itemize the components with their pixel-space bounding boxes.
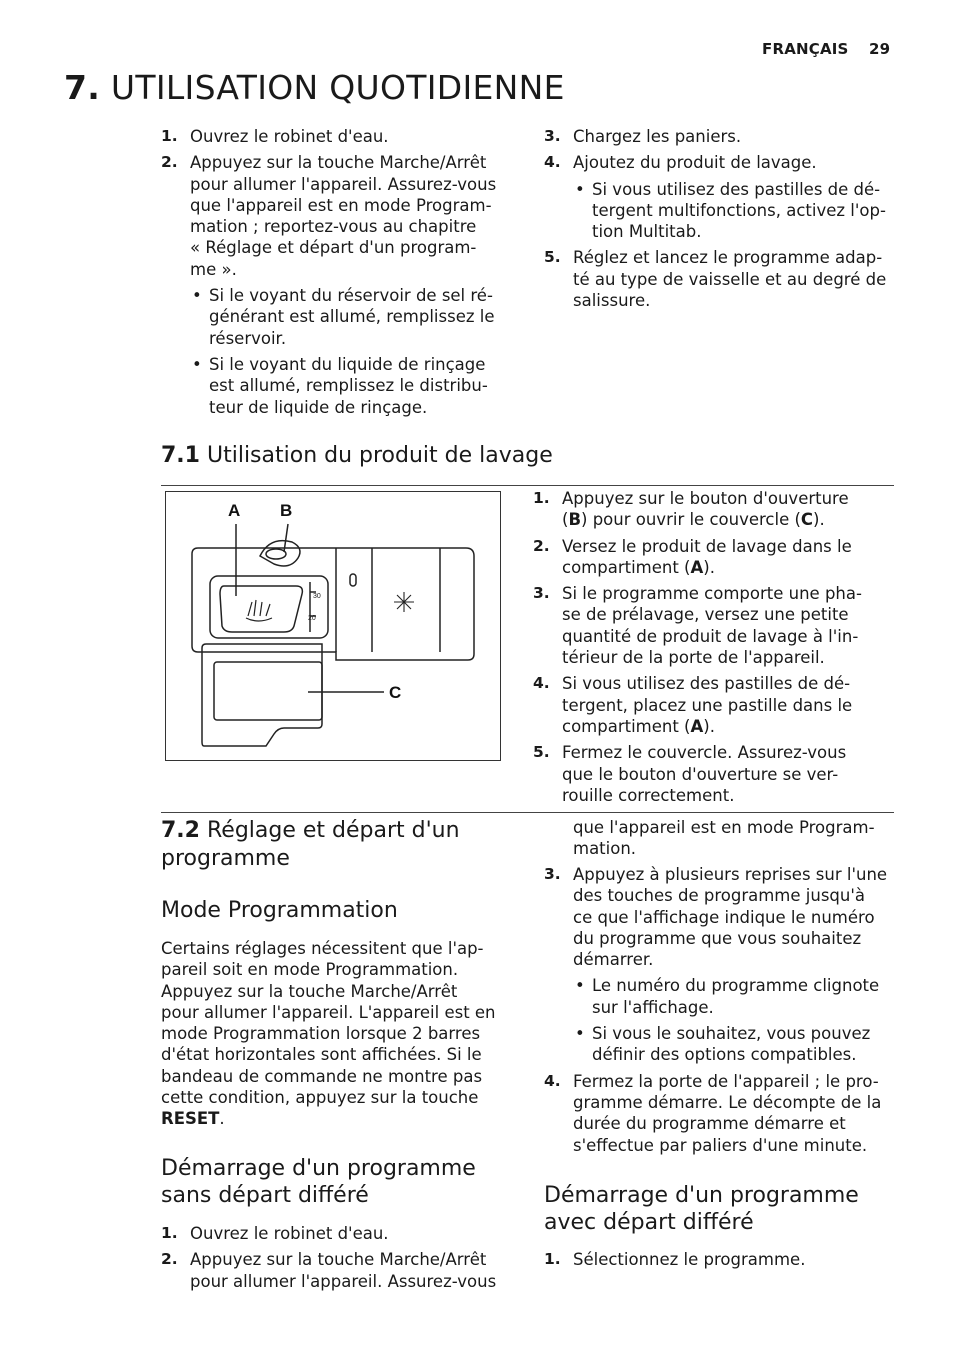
bullet-item: • Si vous le souhaitez, vous pouvez définir des options compatibles. [575, 1024, 871, 1065]
list-item: 3. Si le programme comporte une pha- se de prélavage, versez une petite quantité de produit de lavage à l'in- térieur de la porte de l'appareil. [533, 584, 862, 668]
programme-steps-right [544, 864, 904, 1161]
figure-label-a: A [228, 501, 241, 520]
avec-depart-steps [544, 1249, 904, 1275]
intro-steps-right [544, 126, 904, 316]
intro-steps-left [161, 126, 513, 423]
detergent-steps [533, 488, 897, 811]
divider [161, 485, 894, 486]
bullet-item: • Si le voyant du réservoir de sel ré- générant est allumé, remplissez le réservoir. [192, 286, 495, 348]
bullet-list [190, 285, 513, 418]
scale-label-30: 30 [313, 593, 321, 600]
figure-label-b: B [280, 501, 293, 520]
list-item: 1. Sélectionnez le programme. [544, 1250, 806, 1269]
continued-step-text: que l'appareil est en mode Program- mation. [573, 818, 875, 859]
sans-depart-steps [161, 1223, 513, 1297]
detergent-dispenser-figure [165, 491, 501, 761]
mode-programmation-heading: Mode Programmation [161, 898, 398, 923]
chapter-title [64, 68, 565, 107]
reset-keyword: RESET [161, 1109, 220, 1129]
header-language: FRANÇAIS [762, 40, 849, 58]
bullet-item: • Si vous utilisez des pastilles de dé- tergent multifonctions, activez l'op- tion Multitab. [575, 179, 886, 242]
list-item: 1. Ouvrez le robinet d'eau. [161, 1224, 389, 1243]
list-item: 4. Ajoutez du produit de lavage. • Si vous utilisez des pastilles de dé- tergent multifonctions, activez l'op- tion Multitab. [544, 152, 904, 242]
list-item: 1. Ouvrez le robinet d'eau. [161, 127, 389, 146]
figure-label-c: C [389, 683, 402, 702]
chapter-title-text: UTILISATION QUOTIDIENNE [110, 68, 565, 107]
avec-depart-heading: Démarrage d'un programme avec départ différé [544, 1183, 859, 1235]
list-item: 2. Appuyez sur la touche Marche/Arrêt pour allumer l'appareil. Assurez-vous [161, 1250, 497, 1291]
list-item: 2. Appuyez sur la touche Marche/Arrêt pour allumer l'appareil. Assurez-vous que l'appareil est en mode Program- mation ; reportez-vous au chapitre « Réglage et départ d'un program- me ». • Si le voyant du réservoir de sel ré- générant est allumé, remplissez le réservoir. • Si le voyant du liquide de rinçage est allumé, remplissez le distribu- teur de liquide de rinçage. [161, 152, 513, 418]
mode-programmation-text: Certains réglages nécessitent que l'ap- pareil soit en mode Programmation. Appuyez sur la touche Marche/Arrêt pour allumer l'appareil. L'appareil est en mode Programmation lorsque 2 barres d'état horizontales sont affichées. Si le bandeau de commande ne montre pas cette condition, appuyez sur la touche RESET. [161, 939, 496, 1129]
list-item: 4. Si vous utilisez des pastilles de dé- tergent, placez une pastille dans le compartiment (A). [533, 674, 853, 736]
list-item: 5. Réglez et lancez le programme adap- té au type de vaisselle et au degré de salissure. [544, 248, 887, 311]
list-item: 2. Versez le produit de lavage dans le compartiment (A). [533, 536, 852, 577]
dispenser-illustration [166, 492, 500, 760]
sans-depart-heading: Démarrage d'un programme sans départ différé [161, 1156, 476, 1208]
page-number: 29 [869, 40, 891, 58]
chapter-number: 7. [64, 68, 101, 107]
bullet-list [573, 975, 904, 1065]
bullet-item: • Si le voyant du liquide de rinçage est allumé, remplissez le distribu- teur de liquide de rinçage. [192, 354, 488, 417]
bullet-item: • Le numéro du programme clignote sur l'affichage. [575, 976, 880, 1017]
section-7-2-heading: 7.2 Réglage et départ d'un programme [161, 818, 460, 871]
list-item: 3. Appuyez à plusieurs reprises sur l'une des touches de programme jusqu'à ce que l'affichage indique le numéro du programme que vous souhaitez démarrer. • Le numéro du programme clignote sur l'affichage. • Si vous le souhaitez, vous pouvez définir des options compatibles. [544, 864, 904, 1066]
section-7-1-heading: 7.1 Utilisation du produit de lavage [161, 443, 553, 468]
divider [161, 812, 894, 813]
list-item: 5. Fermez le couvercle. Assurez-vous que le bouton d'ouverture se ver- rouille correctement. [533, 743, 847, 805]
scale-label-20: 20 [308, 615, 316, 622]
list-item: 1. Appuyez sur le bouton d'ouverture (B) pour ouvrir le couvercle (C). [533, 489, 849, 530]
list-item: 4. Fermez la porte de l'appareil ; le pro- gramme démarre. Le décompte de la durée du programme démarre et s'effectue par paliers d'une minute. [544, 1071, 882, 1155]
list-item: 3. Chargez les paniers. [544, 127, 742, 146]
bullet-list [573, 179, 904, 243]
